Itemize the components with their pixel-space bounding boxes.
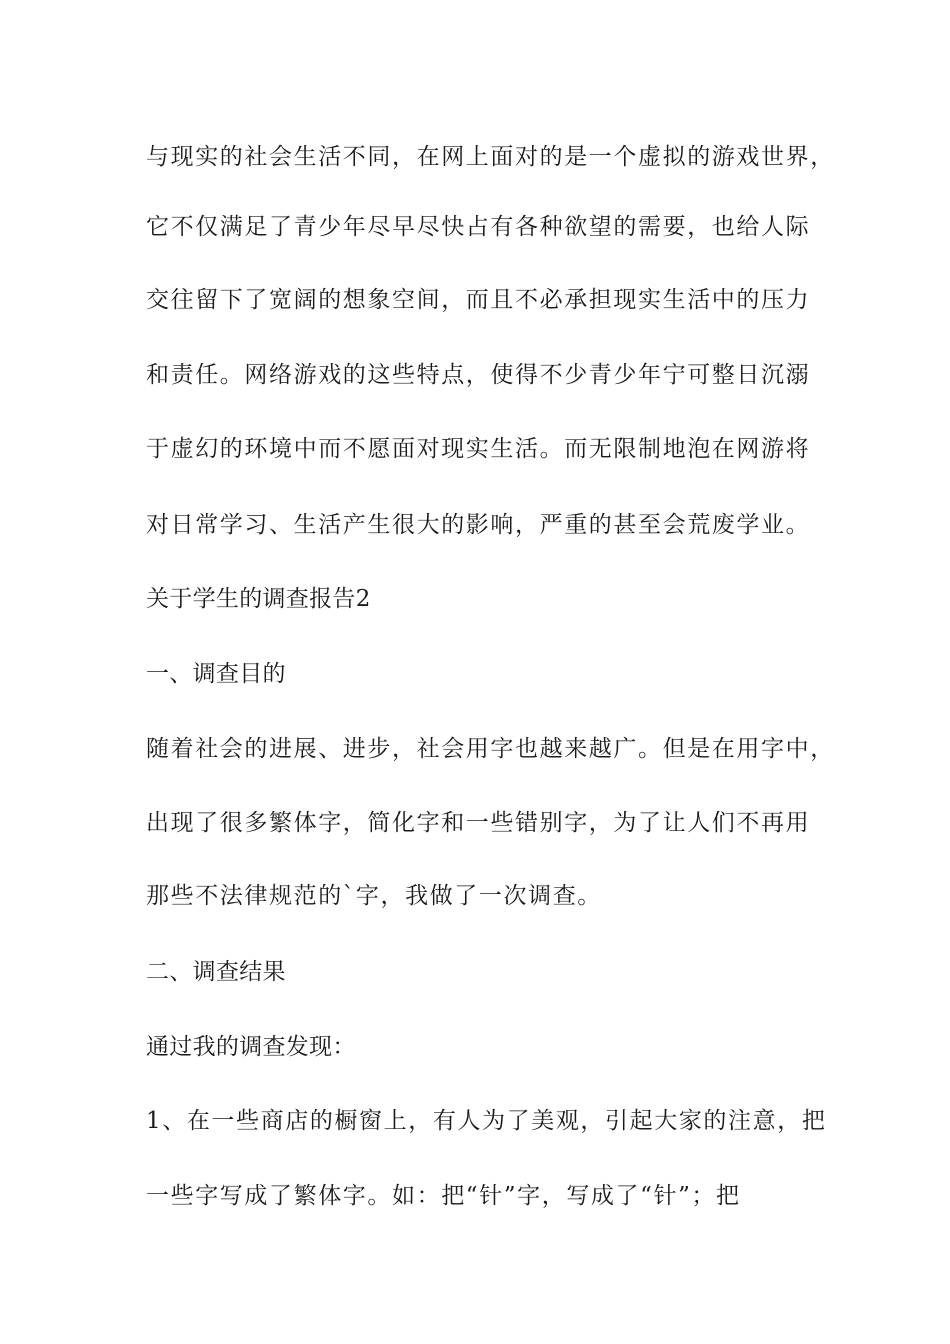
- paragraph-line-1: 与现实的社会生活不同，在网上面对的是一个虚拟的游戏世界，: [146, 144, 835, 170]
- paragraph-line-9: 那些不法律规范的`字，我做了一次调查。: [146, 883, 602, 909]
- section-title: 关于学生的调查报告2: [146, 586, 371, 612]
- paragraph-line-5: 于虚幻的环境中而不愿面对现实生活。而无限制地泡在网游将: [146, 436, 811, 462]
- paragraph-line-12: 一些字写成了繁体字。如：把“针”字，写成了“针”；把: [146, 1183, 741, 1209]
- paragraph-line-8: 出现了很多繁体字，简化字和一些错别字，为了让人们不再用: [146, 810, 811, 836]
- paragraph-line-11: 1、在一些商店的橱窗上，有人为了美观，引起大家的注意，把: [146, 1108, 827, 1134]
- heading-survey-purpose: 一、调查目的: [146, 661, 286, 687]
- paragraph-line-10: 通过我的调查发现：: [146, 1034, 356, 1060]
- paragraph-line-6: 对日常学习、生活产生很大的影响，严重的甚至会荒废学业。: [146, 512, 811, 538]
- heading-survey-results: 二、调查结果: [146, 959, 286, 985]
- paragraph-line-4: 和责任。网络游戏的这些特点，使得不少青少年宁可整日沉溺: [146, 362, 811, 388]
- paragraph-line-7: 随着社会的进展、进步，社会用字也越来越广。但是在用字中，: [146, 736, 835, 762]
- paragraph-line-3: 交往留下了宽阔的想象空间，而且不必承担现实生活中的压力: [146, 287, 811, 313]
- paragraph-line-2: 它不仅满足了青少年尽早尽快占有各种欲望的需要，也给人际: [146, 214, 811, 240]
